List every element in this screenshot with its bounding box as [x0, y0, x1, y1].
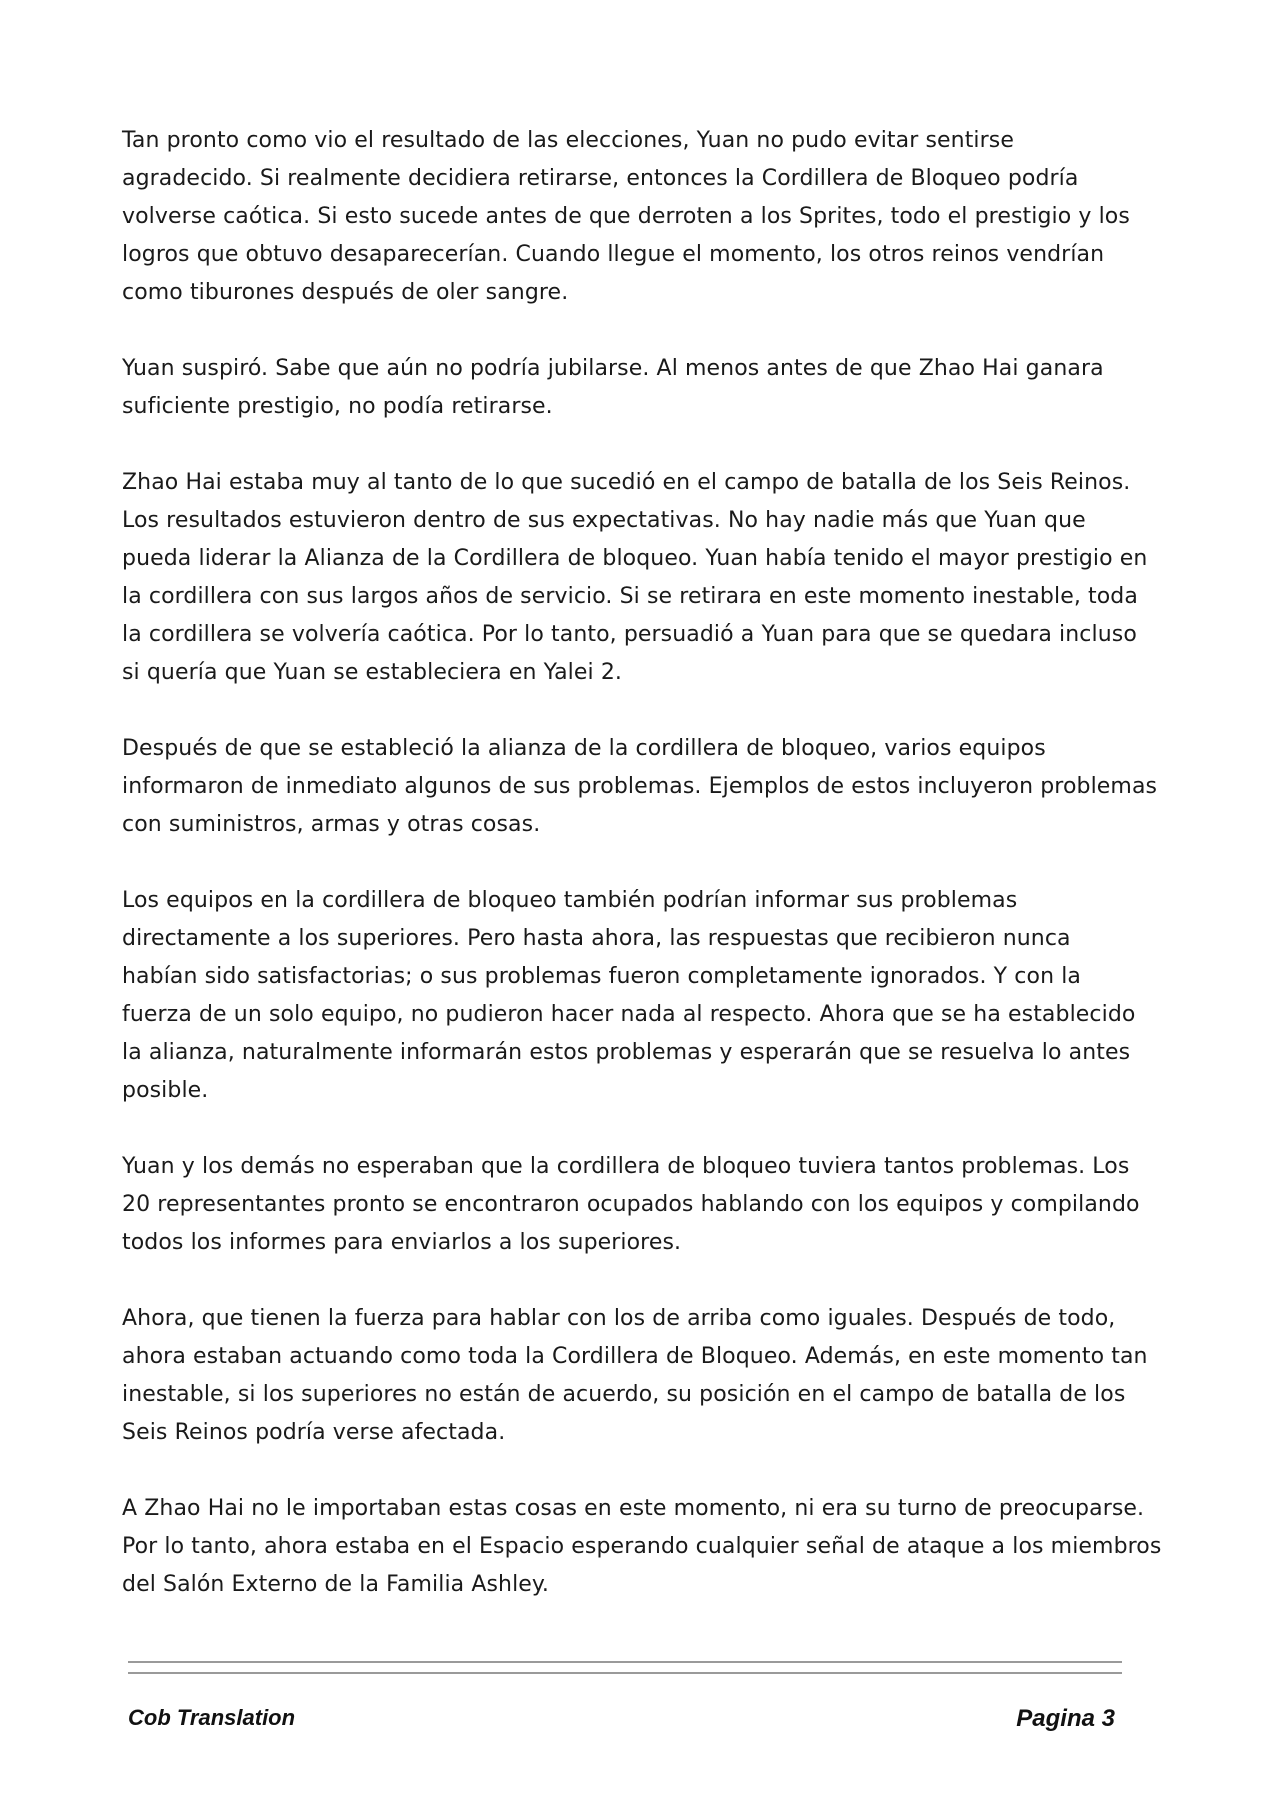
footer-translator-credit: Cob Translation [128, 1705, 296, 1730]
text-line: la cordillera con sus largos años de servicio. Si se retirara en este momento inestable, toda [122, 584, 1138, 609]
text-line: si quería que Yuan se estableciera en Yalei 2. [122, 660, 623, 685]
text-line: con suministros, armas y otras cosas. [122, 812, 541, 837]
document-body [122, 122, 1162, 1642]
footer-divider-bottom [128, 1672, 1122, 1674]
text-line: informaron de inmediato algunos de sus problemas. Ejemplos de estos incluyeron problemas [122, 774, 1158, 799]
paragraph-8 [122, 1490, 1162, 1604]
text-line: la alianza, naturalmente informarán estos problemas y esperarán que se resuelva lo antes [122, 1040, 1131, 1065]
paragraph-2 [122, 350, 1132, 426]
paragraph-5 [122, 882, 1136, 1110]
text-line: habían sido satisfactorias; o sus problemas fueron completamente ignorados. Y con la [122, 964, 1081, 989]
text-line: Los equipos en la cordillera de bloqueo también podrían informar sus problemas [122, 888, 1018, 913]
text-line: logros que obtuvo desaparecerían. Cuando llegue el momento, los otros reinos vendrían [122, 242, 1105, 267]
paragraph-7 [122, 1300, 1148, 1452]
text-line: Ahora, que tienen la fuerza para hablar con los de arriba como iguales. Después de todo, [122, 1306, 1116, 1331]
paragraph-3 [122, 464, 1148, 692]
text-line: Después de que se estableció la alianza de la cordillera de bloqueo, varios equipos [122, 736, 1046, 761]
paragraph-4 [122, 730, 1158, 844]
text-line: 20 representantes pronto se encontraron ocupados hablando con los equipos y compilando [122, 1192, 1140, 1217]
text-line: Los resultados estuvieron dentro de sus expectativas. No hay nadie más que Yuan que [122, 508, 1086, 533]
text-line: pueda liderar la Alianza de la Cordillera de bloqueo. Yuan había tenido el mayor prestigio en [122, 546, 1148, 571]
text-line: Zhao Hai estaba muy al tanto de lo que sucedió en el campo de batalla de los Seis Reinos. [122, 470, 1131, 495]
paragraph-1 [122, 122, 1132, 312]
text-line: volverse caótica. Si esto sucede antes de que derroten a los Sprites, todo el prestigio y los [122, 204, 1130, 229]
text-line: la cordillera se volvería caótica. Por lo tanto, persuadió a Yuan para que se quedara incluso [122, 622, 1137, 647]
text-line: ahora estaban actuando como toda la Cordillera de Bloqueo. Además, en este momento tan [122, 1344, 1148, 1369]
text-line: directamente a los superiores. Pero hasta ahora, las respuestas que recibieron nunca [122, 926, 1071, 951]
footer-page-number: Pagina 3 [1016, 1705, 1115, 1732]
footer-divider-top [128, 1661, 1122, 1663]
text-line: Por lo tanto, ahora estaba en el Espacio esperando cualquier señal de ataque a los miembros [122, 1534, 1162, 1559]
text-line: Yuan y los demás no esperaban que la cordillera de bloqueo tuviera tantos problemas. Los [122, 1154, 1130, 1179]
text-line: suficiente prestigio, no podía retirarse. [122, 394, 553, 419]
text-line: como tiburones después de oler sangre. [122, 280, 569, 305]
text-line: A Zhao Hai no le importaban estas cosas en este momento, ni era su turno de preocuparse. [122, 1496, 1145, 1521]
text-line: fuerza de un solo equipo, no pudieron hacer nada al respecto. Ahora que se ha establecido [122, 1002, 1136, 1027]
text-line: inestable, si los superiores no están de acuerdo, su posición en el campo de batalla de los [122, 1382, 1126, 1407]
paragraph-6 [122, 1148, 1140, 1262]
text-line: del Salón Externo de la Familia Ashley. [122, 1572, 550, 1597]
text-line: Tan pronto como vio el resultado de las elecciones, Yuan no pudo evitar sentirse [122, 128, 1014, 153]
text-line: Yuan suspiró. Sabe que aún no podría jubilarse. Al menos antes de que Zhao Hai ganara [122, 356, 1104, 381]
text-line: posible. [122, 1078, 209, 1103]
text-line: todos los informes para enviarlos a los superiores. [122, 1230, 682, 1255]
text-line: agradecido. Si realmente decidiera retirarse, entonces la Cordillera de Bloqueo podría [122, 166, 1079, 191]
text-line: Seis Reinos podría verse afectada. [122, 1420, 506, 1445]
